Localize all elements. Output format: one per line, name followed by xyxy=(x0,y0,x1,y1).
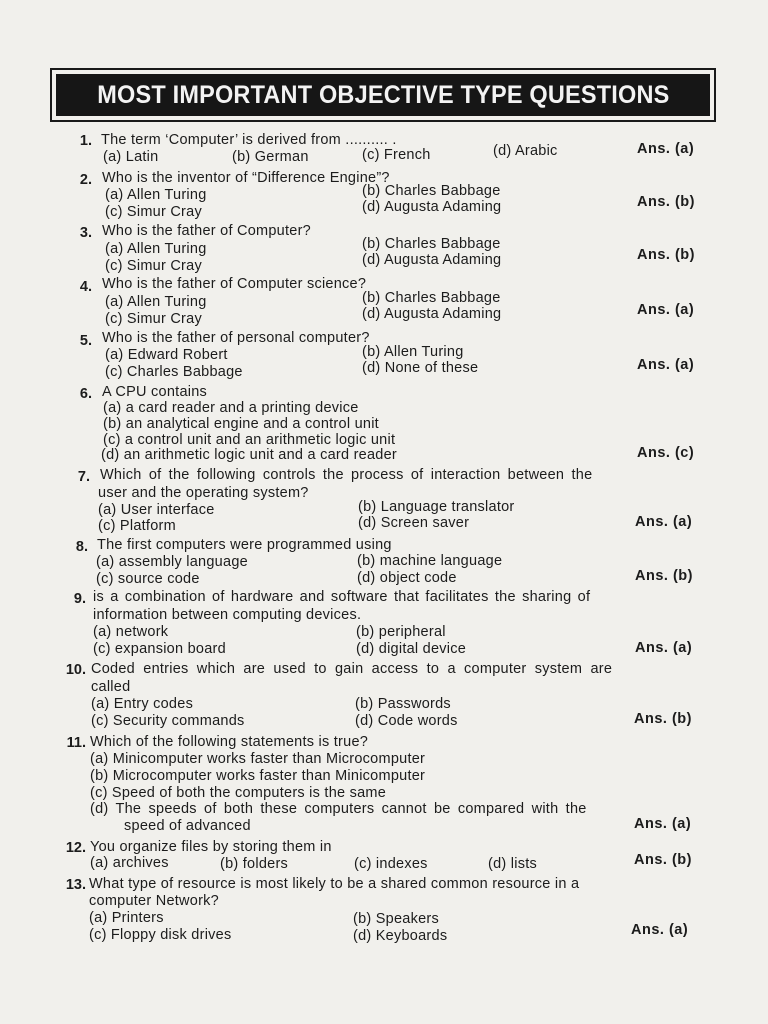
option: (d) Code words xyxy=(355,713,458,729)
option: (d) None of these xyxy=(362,360,479,376)
option: (a) Minicomputer works faster than Microcomputer xyxy=(90,751,426,767)
option-cont: speed of advanced xyxy=(124,818,251,834)
option: (c) French xyxy=(362,147,431,163)
option: (d) Keyboards xyxy=(353,928,448,944)
option: (b) Allen Turing xyxy=(362,344,464,360)
question-text: The first computers were programmed using xyxy=(97,537,392,553)
option: (b) folders xyxy=(220,856,289,872)
option: (d) Arabic xyxy=(493,143,558,159)
question-text-cont: called xyxy=(91,679,131,695)
answer: Ans. (a) xyxy=(635,640,693,656)
answer: Ans. (a) xyxy=(635,514,693,530)
question-text: Who is the father of Computer? xyxy=(102,223,311,239)
option: (d) Augusta Adaming xyxy=(362,252,502,268)
question-text: Coded entries which are used to gain access to a computer system are xyxy=(91,661,613,677)
option: (a) a card reader and a printing device xyxy=(103,400,359,416)
question-number: 12. xyxy=(65,840,86,856)
question-number: 8. xyxy=(75,539,88,555)
page-title: MOST IMPORTANT OBJECTIVE TYPE QUESTIONS xyxy=(96,80,670,109)
question-number: 11. xyxy=(66,735,86,751)
answer: Ans. (b) xyxy=(637,247,695,263)
option: (b) Speakers xyxy=(353,911,440,927)
answer: Ans. (a) xyxy=(634,816,692,832)
question-text: What type of resource is most likely to be a shared common resource in a xyxy=(89,876,580,892)
question-number: 10. xyxy=(65,662,86,678)
question-text-cont: computer Network? xyxy=(89,893,219,909)
option: (b) Microcomputer works faster than Minicomputer xyxy=(90,768,426,784)
question-number: 4. xyxy=(79,279,92,295)
answer: Ans. (a) xyxy=(637,302,695,318)
option: (c) source code xyxy=(96,571,200,587)
option: (a) Allen Turing xyxy=(105,241,207,257)
answer: Ans. (c) xyxy=(637,445,695,461)
question-text: Which of the following statements is true? xyxy=(90,734,369,750)
question-text: Who is the father of Computer science? xyxy=(102,276,367,292)
option: (c) a control unit and an arithmetic logic unit xyxy=(103,432,396,448)
question-number: 1. xyxy=(79,133,92,149)
question-text-cont: user and the operating system? xyxy=(98,485,309,501)
option: (c) expansion board xyxy=(93,641,226,657)
answer: Ans. (b) xyxy=(634,852,692,868)
option: (a) User interface xyxy=(98,502,215,518)
option: (c) Charles Babbage xyxy=(105,364,243,380)
option: (c) Floppy disk drives xyxy=(89,927,232,943)
question-number: 6. xyxy=(79,386,92,402)
question-text: A CPU contains xyxy=(102,384,208,400)
answer: Ans. (b) xyxy=(637,194,695,210)
question-number: 2. xyxy=(79,172,92,188)
question-number: 7. xyxy=(77,469,90,485)
option: (c) Simur Cray xyxy=(105,311,202,327)
question-number: 5. xyxy=(79,333,92,349)
option: (d) Augusta Adaming xyxy=(362,199,502,215)
option: (b) Charles Babbage xyxy=(362,236,501,252)
question-text: The term ‘Computer’ is derived from .......... . xyxy=(101,132,397,148)
option: (b) Charles Babbage xyxy=(362,290,501,306)
option: (d) an arithmetic logic unit and a card reader xyxy=(101,447,398,463)
question-text: Who is the inventor of “Difference Engine”? xyxy=(102,170,390,186)
question-number: 9. xyxy=(73,591,86,607)
answer: Ans. (a) xyxy=(637,357,695,373)
option: (c) Simur Cray xyxy=(105,204,202,220)
answer: Ans. (a) xyxy=(637,141,695,157)
question-text: Which of the following controls the process of interaction between the xyxy=(100,467,593,483)
question-text: You organize files by storing them in xyxy=(90,839,332,855)
question-number: 3. xyxy=(79,225,92,241)
option: (a) Edward Robert xyxy=(105,347,228,363)
option: (a) Allen Turing xyxy=(105,187,207,203)
option: (a) assembly language xyxy=(96,554,248,570)
option: (a) Allen Turing xyxy=(105,294,207,310)
option: (a) network xyxy=(93,624,169,640)
option: (c) Speed of both the computers is the same xyxy=(90,785,387,801)
question-text-cont: information between computing devices. xyxy=(93,607,362,623)
answer: Ans. (b) xyxy=(634,711,692,727)
option: (b) an analytical engine and a control unit xyxy=(103,416,379,432)
option: (d) digital device xyxy=(356,641,467,657)
option: (c) Platform xyxy=(98,518,176,534)
option: (b) Language translator xyxy=(358,499,515,515)
option: (b) peripheral xyxy=(356,624,446,640)
option: (b) German xyxy=(232,149,309,165)
option: (c) indexes xyxy=(354,856,428,872)
answer: Ans. (b) xyxy=(635,568,693,584)
option: (d) The speeds of both these computers cannot be compared with the xyxy=(90,801,587,817)
title-banner xyxy=(50,68,716,122)
option: (b) machine language xyxy=(357,553,503,569)
option: (a) Entry codes xyxy=(91,696,194,712)
option: (d) Screen saver xyxy=(358,515,470,531)
option: (c) Security commands xyxy=(91,713,245,729)
option: (d) lists xyxy=(488,856,537,872)
option: (a) Printers xyxy=(89,910,164,926)
option: (a) archives xyxy=(90,855,169,871)
option: (b) Passwords xyxy=(355,696,451,712)
option: (b) Charles Babbage xyxy=(362,183,501,199)
option: (d) Augusta Adaming xyxy=(362,306,502,322)
question-text: Who is the father of personal computer? xyxy=(102,330,370,346)
option: (d) object code xyxy=(357,570,457,586)
option: (c) Simur Cray xyxy=(105,258,202,274)
question-text: is a combination of hardware and software that facilitates the sharing of xyxy=(93,589,591,605)
option: (a) Latin xyxy=(103,149,159,165)
question-number: 13. xyxy=(65,877,86,893)
answer: Ans. (a) xyxy=(631,922,689,938)
